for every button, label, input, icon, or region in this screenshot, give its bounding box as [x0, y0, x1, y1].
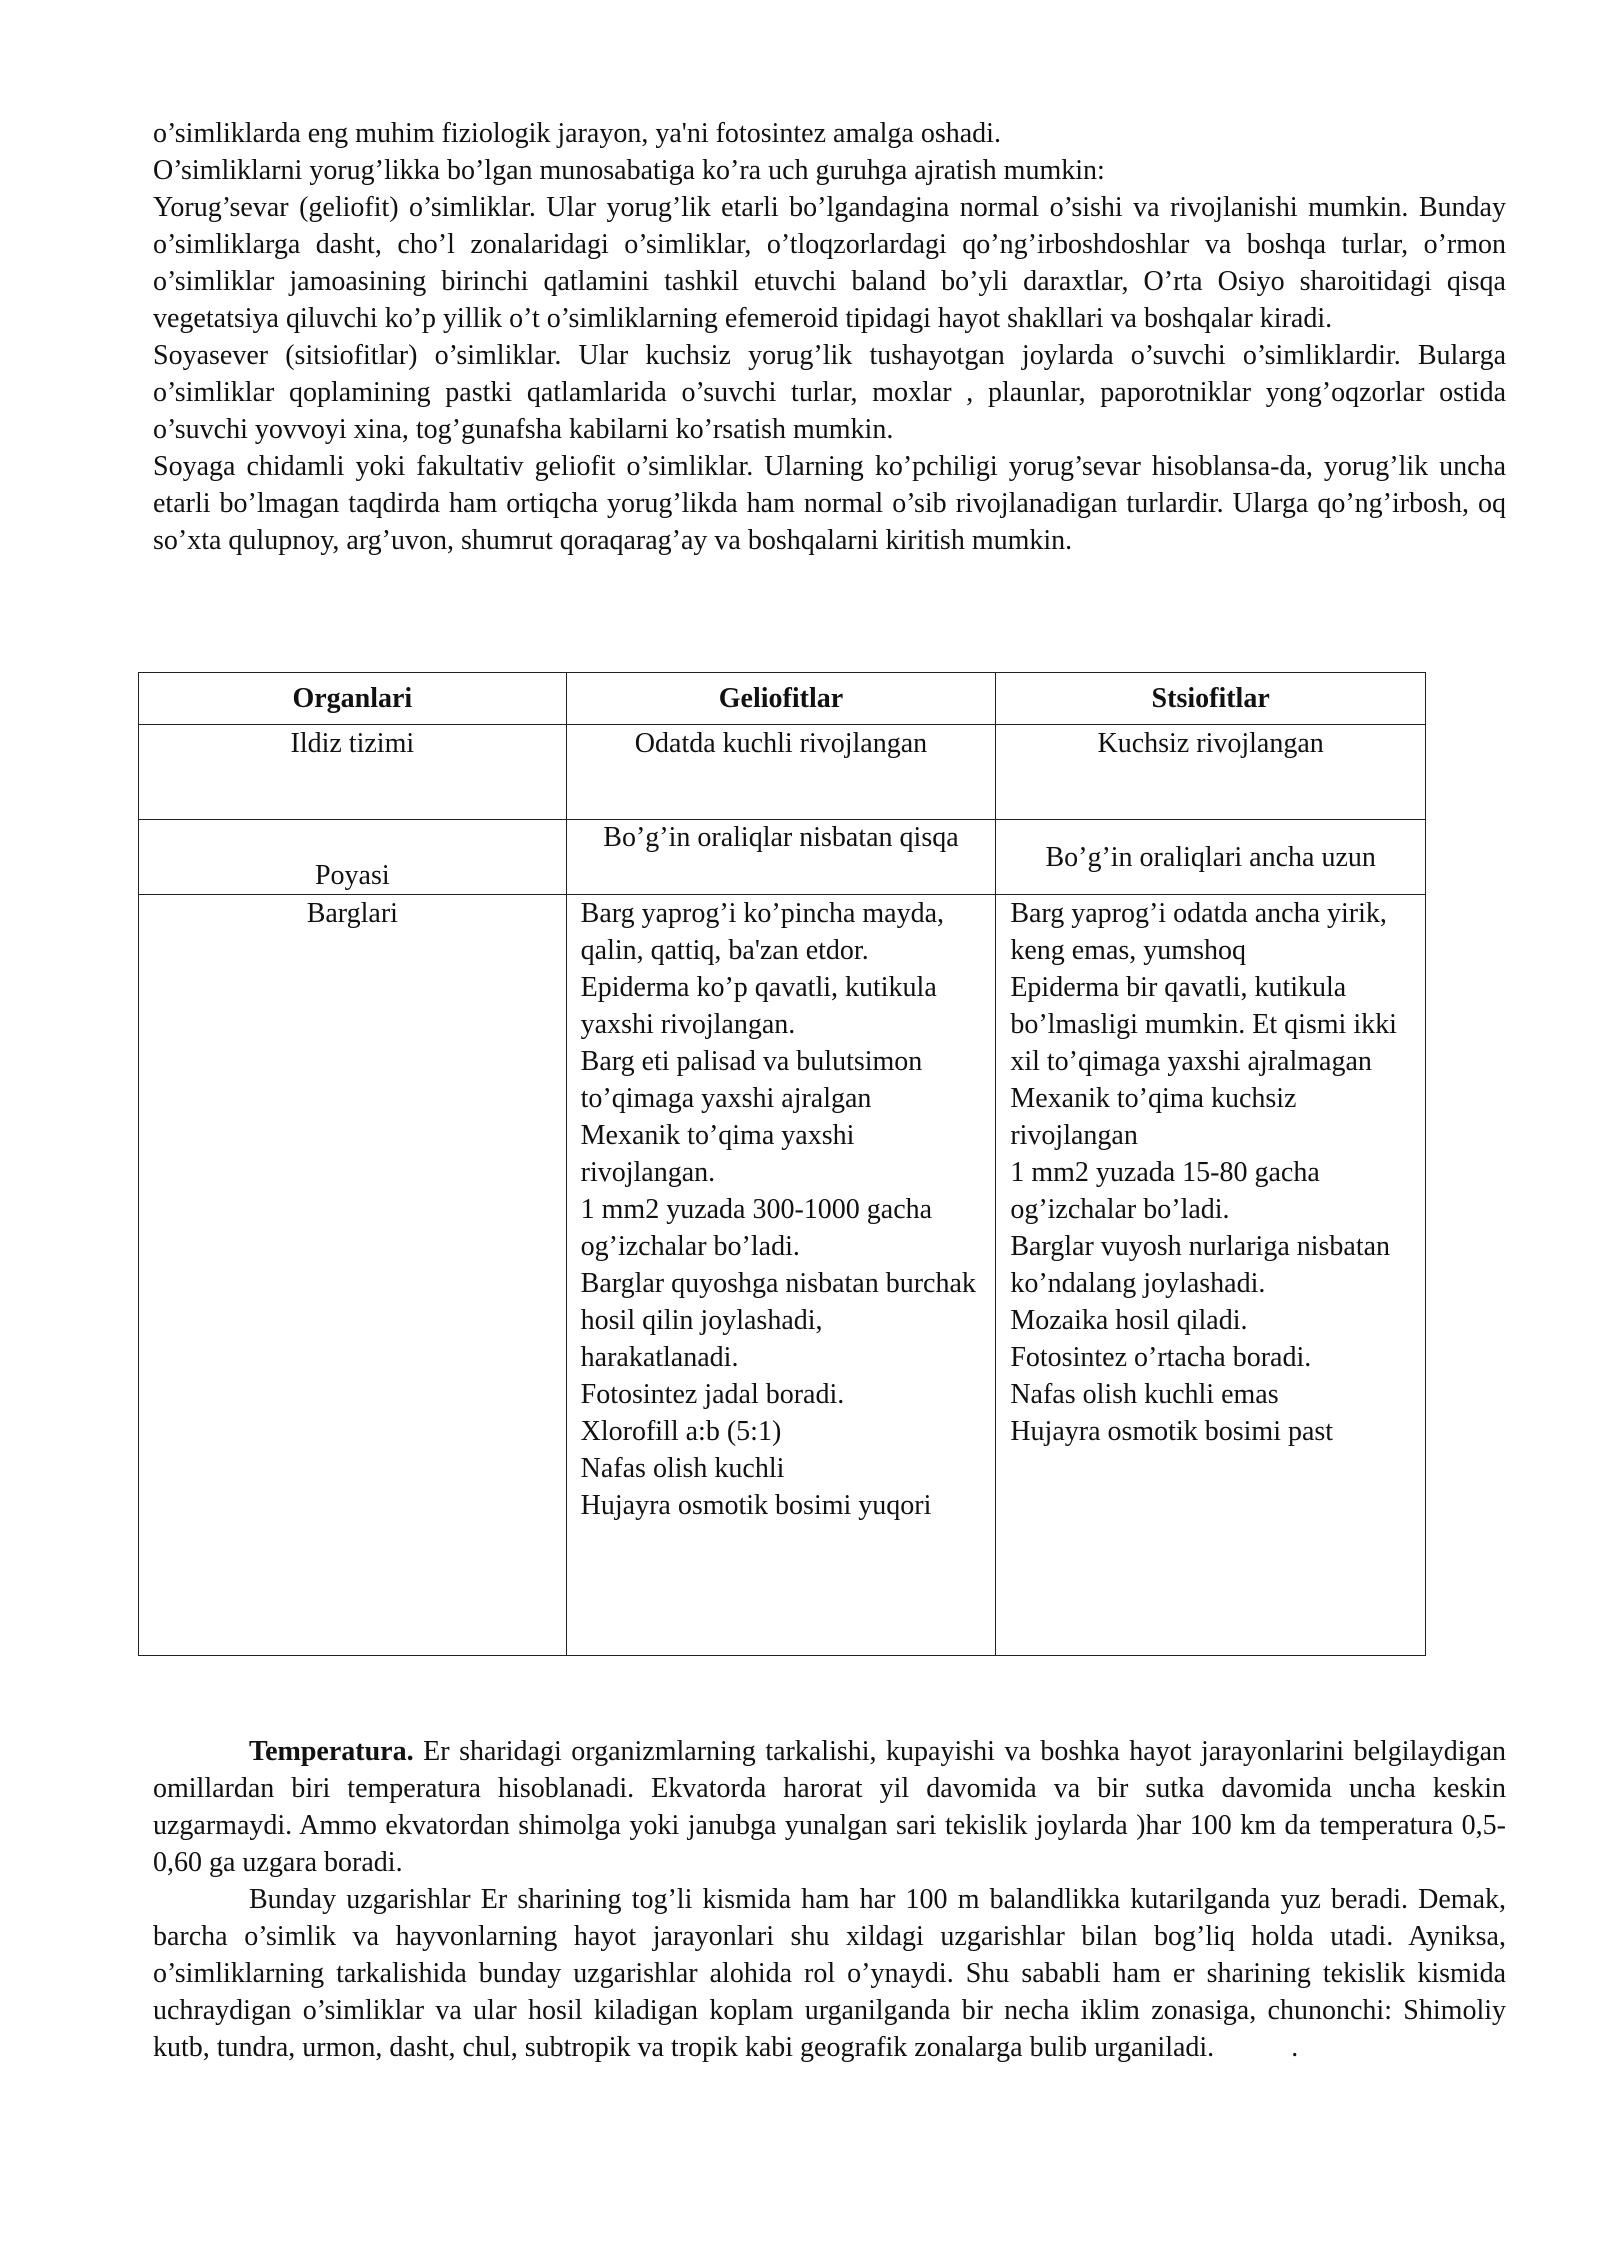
- cell-ildiz-organ: Ildiz tizimi: [139, 725, 567, 820]
- stsiofit-barg-line: 1 mm2 yuzada 15-80 gacha og’izchalar bo’ladi.: [1010, 1157, 1320, 1225]
- fakultativ-paragraph: Soyaga chidamli yoki fakultativ geliofit o’simliklar. Ularning ko’pchiligi yorug’sevar hisoblansa-da, yorug’lik uncha etarli bo’lmagan taqdirda ham ortiqcha yorug’likda ham normal o’sib rivojlanadigan turlardir. Ularga qo’ng’irbosh, oq so’xta qulupnoy, arg’uvon, shumrut qoraqarag’ay va boshqalarni kiritish mumkin.: [153, 451, 1506, 556]
- cell-poya-organ: Poyasi: [139, 820, 567, 895]
- stsiofit-barg-line: Barg yaprog’i odatda ancha yirik, keng emas, yumshoq: [1010, 898, 1387, 966]
- cell-barg-stsiofit: [996, 895, 1426, 1656]
- table-header-row: [139, 673, 1426, 725]
- stsiofit-barg-line: Hujayra osmotik bosimi past: [1010, 1416, 1334, 1447]
- stsiofit-barg-line: Barglar vuyosh nurlariga nisbatan ko’ndalang joylashadi.: [1010, 1231, 1391, 1299]
- cell-poya-stsiofit: Bo’g’in oraliqlari ancha uzun: [996, 820, 1426, 895]
- stsiofit-barg-line: Nafas olish kuchli emas: [1010, 1379, 1279, 1410]
- table-row-poya: [139, 820, 1426, 895]
- stsiofit-barg-line: Mexanik to’qima kuchsiz rivojlangan: [1010, 1083, 1297, 1151]
- temperature-paragraph-1: [153, 1733, 1506, 1881]
- intro-paragraph-2: O’simliklarni yorug’likka bo’lgan munosabatiga ko’ra uch guruhga ajratish mumkin:: [153, 155, 1105, 186]
- geliofit-barg-line: Nafas olish kuchli: [580, 1453, 785, 1484]
- cell-barg-geliofit: [566, 895, 996, 1656]
- geliofit-barg-line: Xlorofill a:b (5:1): [580, 1416, 782, 1447]
- geliofit-barg-line: 1 mm2 yuzada 300-1000 gacha og’izchalar bo’ladi.: [580, 1194, 933, 1262]
- stsiofit-barg-line: Mozaika hosil qiladi.: [1010, 1305, 1248, 1336]
- header-geliofitlar: Geliofitlar: [566, 673, 996, 725]
- cell-ildiz-stsiofit: Kuchsiz rivojlangan: [996, 725, 1426, 820]
- geliofit-barg-line: Hujayra osmotik bosimi yuqori: [580, 1490, 932, 1521]
- table-row-barg: [139, 895, 1426, 1656]
- temperature-heading: Temperatura.: [249, 1736, 414, 1767]
- sitsiofit-paragraph: Soyasever (sitsiofitlar) o’simliklar. Ular kuchsiz yorug’lik tushayotgan joylarda o’suvchi o’simliklardir. Bularga o’simliklar qoplamining pastki qatlamlarida o’suvchi turlar, moxlar , plaunlar, paporotniklar yong’oqzorlar ostida o’suvchi yovvoyi xina, tog’gunafsha kabilarni ko’rsatish mumkin.: [153, 340, 1506, 445]
- stsiofit-barg-line: Fotosintez o’rtacha boradi.: [1010, 1342, 1312, 1373]
- geliofit-barg-line: Mexanik to’qima yaxshi rivojlangan.: [580, 1120, 855, 1188]
- table-row-ildiz: [139, 725, 1426, 820]
- geliofit-barg-line: Barg yaprog’i ko’pincha mayda, qalin, qattiq, ba'zan etdor.: [580, 898, 945, 966]
- temperature-paragraph-2: [153, 1881, 1506, 2066]
- geliofit-barg-line: Barglar quyoshga nisbatan burchak hosil qilin joylashadi, harakatlanadi.: [580, 1268, 976, 1373]
- geliofit-paragraph: Yorug’sevar (geliofit) o’simliklar. Ular yorug’lik etarli bo’lgandagina normal o’sishi va rivojlanishi mumkin. Bunday o’simliklarga dasht, cho’l zonalaridagi o’simliklar, o’tloqzorlardagi qo’ng’irboshdoshlar va boshqa turlar, o’rmon o’simliklar jamoasining birinchi qatlamini tashkil etuvchi baland bo’yli daraxtlar, O’rta Osiyo sharoitidagi qisqa vegetatsiya qiluvchi ko’p yillik o’t o’simliklarning efemeroid tipidagi hayot shakllari va boshqalar kiradi.: [153, 192, 1506, 334]
- comparison-table: [138, 672, 1426, 1656]
- temperature-section: [153, 1733, 1506, 2066]
- temperature-text-2: Bunday uzgarishlar Er sharining tog’li kismida ham har 100 m balandlikka kutarilganda yuz beradi. Demak, barcha o’simlik va hayvonlarning hayot jarayonlari shu xildagi uzgarishlar bilan bog’liq holda utadi. Ayniksa, o’simliklarning tarkalishida bunday uzgarishlar alohida rol o’ynaydi. Shu sababli ham er sharining tekislik kismida uchraydigan o’simliklar va ular hosil kiladigan koplam urganilganda bir necha iklim zonasiga, chunonchi: Shimoliy kutb, tundra, urmon, dasht, chul, subtropik va tropik kabi geografik zonalarga bulib urganiladi.: [153, 1884, 1506, 2063]
- geliofit-barg-line: Barg eti palisad va bulutsimon to’qimaga yaxshi ajralgan: [580, 1046, 923, 1114]
- geliofit-barg-line: Fotosintez jadal boradi.: [580, 1379, 845, 1410]
- intro-paragraph-1: o’simliklarda eng muhim fiziologik jarayon, ya'ni fotosintez amalga oshadi.: [153, 118, 1001, 149]
- intro-section: [153, 115, 1506, 559]
- cell-barg-organ: Barglari: [139, 895, 567, 1656]
- geliofit-barg-line: Epiderma ko’p qavatli, kutikula yaxshi rivojlangan.: [580, 972, 937, 1040]
- header-stsiofitlar: Stsiofitlar: [996, 673, 1426, 725]
- header-organlari: Organlari: [139, 673, 567, 725]
- temperature-text-1: Er sharidagi organizmlarning tarkalishi, kupayishi va boshka hayot jarayonlarini belgilaydigan omillardan biri temperatura hisoblanadi. Ekvatorda harorat yil davomida va bir sutka davomida uncha keskin uzgarmaydi. Ammo ekvatordan shimolga yoki janubga yunalgan sari tekislik joylarda )har 100 km da temperatura 0,5-0,60 ga uzgara boradi.: [153, 1736, 1506, 1878]
- cell-ildiz-geliofit: Odatda kuchli rivojlangan: [566, 725, 996, 820]
- stsiofit-barg-line: Epiderma bir qavatli, kutikula bo’lmasligi mumkin. Et qismi ikki xil to’qimaga yaxshi ajralmagan: [1010, 972, 1397, 1077]
- cell-poya-geliofit: Bo’g’in oraliqlar nisbatan qisqa: [566, 820, 996, 895]
- temperature-tail: .: [1214, 2032, 1299, 2063]
